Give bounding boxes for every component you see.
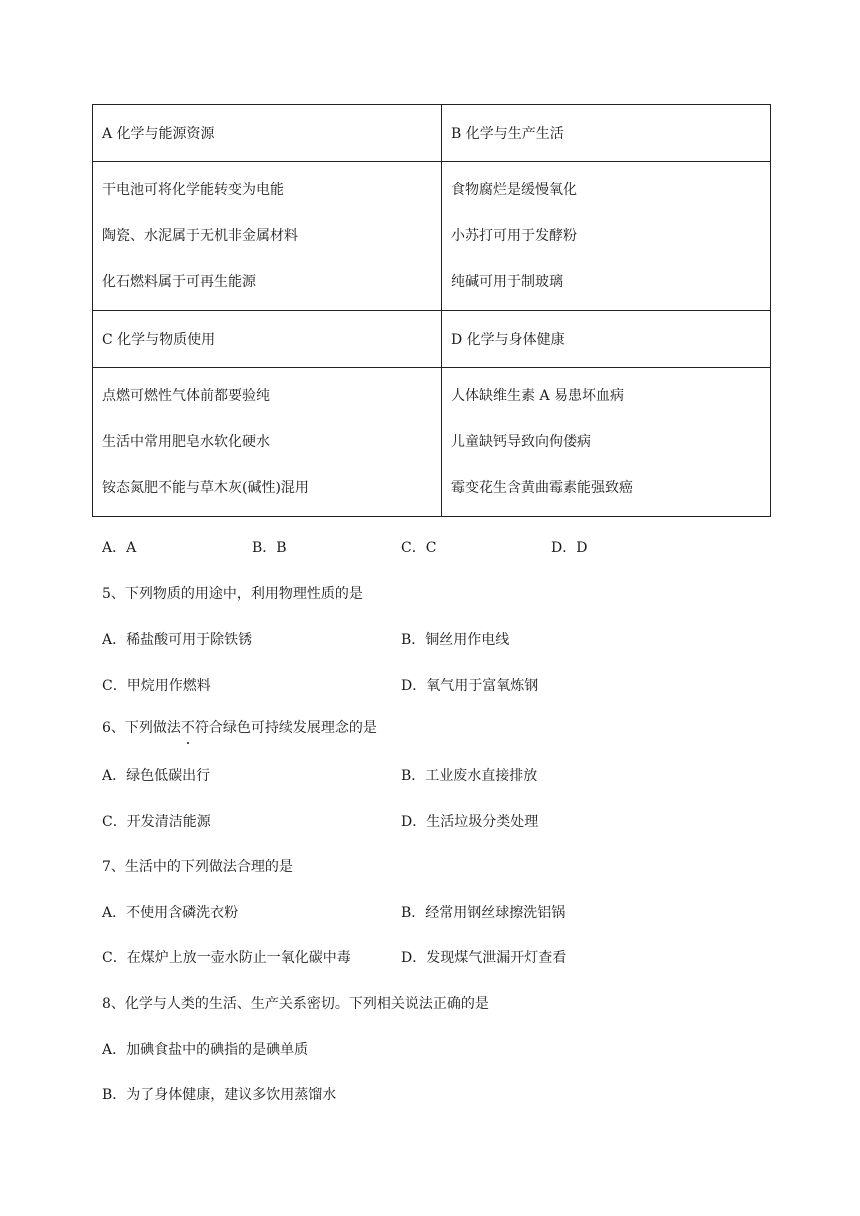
q7-option-b[interactable]: B．经常用钢丝球擦洗铝锅	[401, 905, 566, 921]
cell-a-item-1: 干电池可将化学能转变为电能	[102, 182, 284, 198]
cell-a-items	[93, 162, 442, 311]
q4-option-d[interactable]: D．D	[551, 540, 588, 556]
cell-b-item-1: 食物腐烂是缓慢氧化	[451, 182, 577, 198]
q6-option-d[interactable]: D．生活垃圾分类处理	[401, 814, 539, 830]
cell-c-item-2: 生活中常用肥皂水软化硬水	[102, 434, 270, 450]
cell-d-items	[442, 368, 771, 517]
table-body-row	[93, 368, 771, 517]
q7-stem: 7、生活中的下列做法合理的是	[102, 859, 293, 875]
cell-c-title	[93, 311, 442, 368]
q5-option-a[interactable]: A．稀盐酸可用于除铁锈	[102, 632, 253, 648]
q5-option-c[interactable]: C．甲烷用作燃料	[102, 678, 211, 694]
q4-option-a[interactable]: A．A	[102, 540, 137, 556]
q6-option-a[interactable]: A．绿色低碳出行	[102, 768, 211, 784]
q6-stem-before: 6、下列做法	[102, 720, 181, 736]
q8-option-b[interactable]: B．为了身体健康，建议多饮用蒸馏水	[102, 1087, 337, 1103]
cell-d-item-3: 霉变花生含黄曲霉素能强致癌	[451, 480, 633, 496]
q7-option-a[interactable]: A．不使用含磷洗衣粉	[102, 905, 239, 921]
cell-d-title	[442, 311, 771, 368]
cell-a-item-2: 陶瓷、水泥属于无机非金属材料	[102, 228, 298, 244]
cell-d-item-1: 人体缺维生素 A 易患坏血病	[451, 388, 625, 404]
table-header-row	[93, 105, 771, 162]
q6-stem	[102, 718, 377, 738]
q4-option-c[interactable]: C．C	[401, 540, 437, 556]
cell-c-title-text: C 化学与物质使用	[102, 332, 216, 348]
q5-option-d[interactable]: D．氧气用于富氧炼钢	[401, 678, 539, 694]
cell-c-item-1: 点燃可燃性气体前都要验纯	[102, 388, 270, 404]
cell-b-items	[442, 162, 771, 311]
cell-c-item-3: 铵态氮肥不能与草木灰(碱性)混用	[102, 480, 309, 496]
q7-option-d[interactable]: D．发现煤气泄漏开灯查看	[401, 950, 567, 966]
q4-option-b[interactable]: B．B	[252, 540, 287, 556]
cell-b-item-2: 小苏打可用于发酵粉	[451, 228, 577, 244]
q7-option-c[interactable]: C．在煤炉上放一壶水防止一氧化碳中毒	[102, 950, 351, 966]
q6-stem-emphasis: 不	[180, 720, 195, 736]
cell-d-title-text: D 化学与身体健康	[451, 332, 565, 348]
q8-stem: 8、化学与人类的生活、生产关系密切。下列相关说法正确的是	[102, 996, 489, 1012]
table-header-row	[93, 311, 771, 368]
q6-option-b[interactable]: B．工业废水直接排放	[401, 768, 538, 784]
knowledge-summary-table	[92, 104, 771, 517]
cell-a-title-text: A 化学与能源资源	[102, 126, 215, 142]
cell-b-item-3: 纯碱可用于制玻璃	[451, 274, 563, 290]
cell-c-items	[93, 368, 442, 517]
cell-a-title	[93, 105, 442, 162]
q5-stem: 5、下列物质的用途中，利用物理性质的是	[102, 586, 363, 602]
cell-b-title-text: B 化学与生产生活	[451, 126, 564, 142]
q6-option-c[interactable]: C．开发清洁能源	[102, 814, 211, 830]
cell-a-item-3: 化石燃料属于可再生能源	[102, 274, 256, 290]
cell-b-title	[442, 105, 771, 162]
q6-stem-after: 符合绿色可持续发展理念的是	[194, 720, 377, 736]
q5-option-b[interactable]: B．铜丝用作电线	[401, 632, 510, 648]
q8-option-a[interactable]: A．加碘食盐中的碘指的是碘单质	[102, 1042, 309, 1058]
cell-d-item-2: 儿童缺钙导致向佝偻病	[451, 434, 591, 450]
table-body-row	[93, 162, 771, 311]
